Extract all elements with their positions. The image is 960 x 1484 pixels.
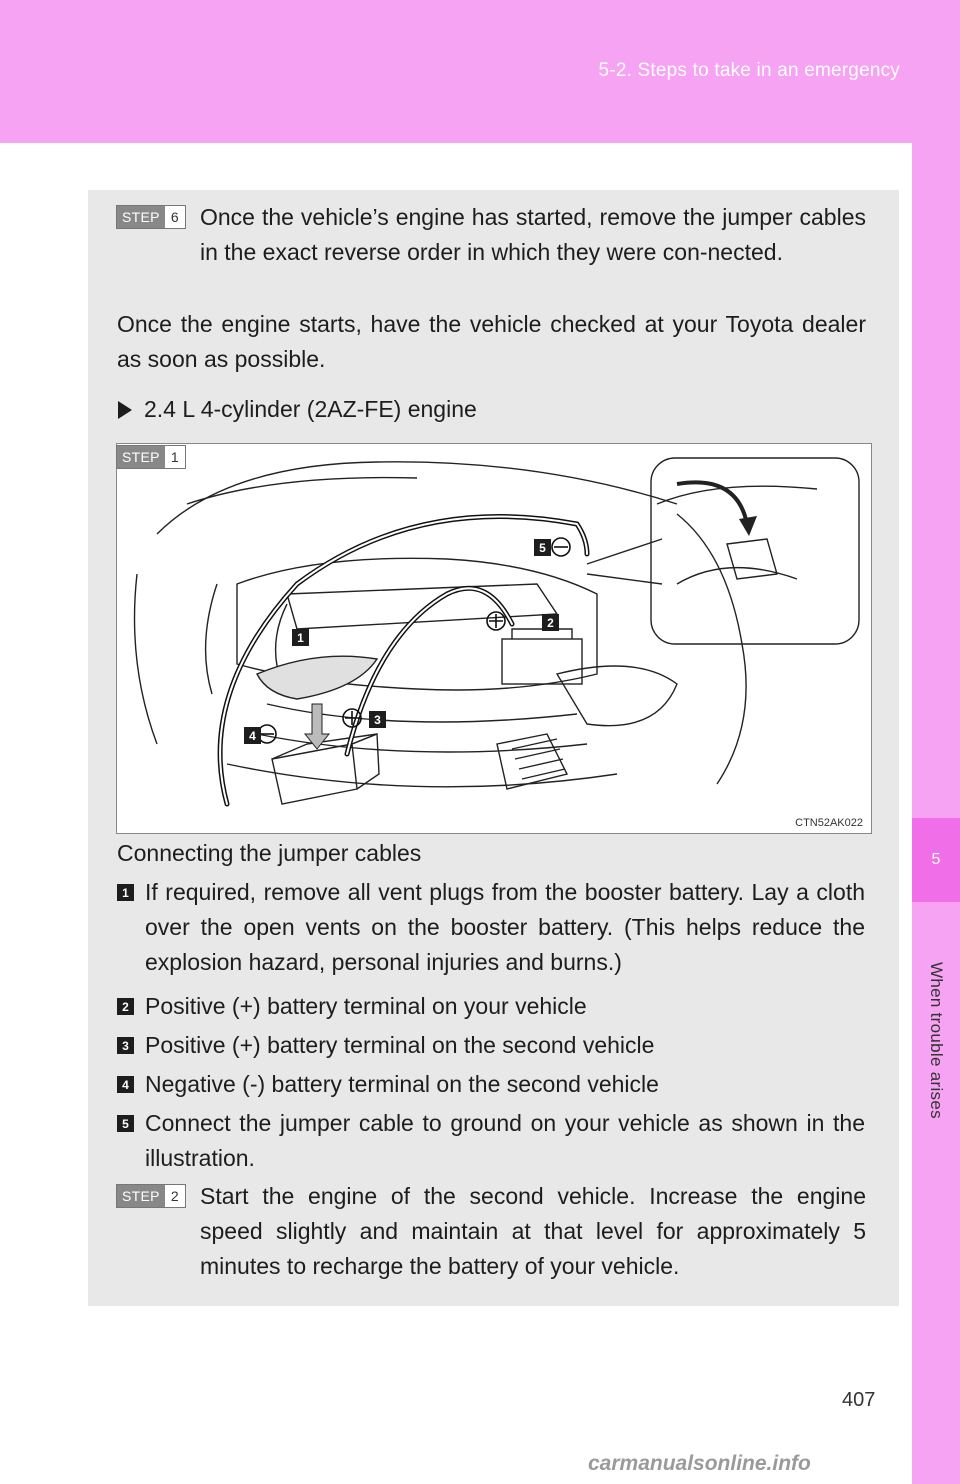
callout-4: 4 (244, 727, 261, 744)
legend-text-2: Positive (+) battery terminal on your vehicle (145, 993, 587, 1019)
legend-num-3: 3 (117, 1037, 134, 1054)
chapter-label-area (912, 925, 960, 1155)
step-word: STEP (117, 1185, 165, 1207)
legend-num-5: 5 (117, 1115, 134, 1132)
legend-text-3: Positive (+) battery terminal on the second vehicle (145, 1032, 655, 1058)
legend-text-1: If required, remove all vent plugs from the booster battery. Lay a cloth over the open vents on the booster battery. (This helps reduce the explosion hazard, personal injuries and burns.) (145, 879, 865, 975)
step-2-badge (116, 1184, 186, 1208)
paragraph-checked-dealer: Once the engine starts, have the vehicle checked at your Toyota dealer as soon as possible. (117, 311, 866, 372)
step-1-badge (116, 445, 186, 469)
arrow-bullet-icon (118, 401, 132, 419)
legend-num-4: 4 (117, 1076, 134, 1093)
engine-bay-drawing (117, 444, 872, 834)
callout-2: 2 (542, 614, 559, 631)
legend-num-2: 2 (117, 998, 134, 1015)
engine-heading: 2.4 L 4-cylinder (2AZ-FE) engine (144, 396, 477, 422)
page-header (0, 0, 960, 143)
legend-text-4: Negative (-) battery terminal on the second vehicle (145, 1071, 659, 1097)
watermark[interactable]: carmanualsonline.info (588, 1452, 811, 1475)
step-6-text: Once the vehicle’s engine has started, remove the jumper cables in the exact reverse order in which they were con-nected. (200, 204, 866, 265)
step-6-badge (116, 205, 186, 229)
step-number: 2 (165, 1185, 185, 1207)
step-word: STEP (117, 206, 165, 228)
step-2-text: Start the engine of the second vehicle. Increase the engine speed slightly and maintain at that level for approximately 5 minutes to recharge the battery of your vehicle. (200, 1183, 866, 1279)
legend-text-5: Connect the jumper cable to ground on your vehicle as shown in the illustration. (145, 1110, 865, 1171)
jumper-cable-illustration (116, 443, 872, 834)
step-number: 6 (165, 206, 185, 228)
callout-5: 5 (534, 539, 551, 556)
figure-caption: Connecting the jumper cables (117, 840, 422, 866)
chapter-number: 5 (931, 851, 941, 868)
step-word: STEP (117, 446, 165, 468)
legend-num-1: 1 (117, 884, 134, 901)
chapter-tab[interactable] (912, 818, 960, 902)
callout-3: 3 (369, 711, 386, 728)
side-tab (912, 143, 960, 1484)
callout-1: 1 (292, 629, 309, 646)
page-number: 407 (842, 1389, 876, 1411)
step-number: 1 (165, 446, 185, 468)
section-title: 5-2. Steps to take in an emergency (598, 60, 900, 81)
figure-code: CTN52AK022 (795, 817, 863, 829)
chapter-label: When trouble arises (927, 961, 946, 1119)
